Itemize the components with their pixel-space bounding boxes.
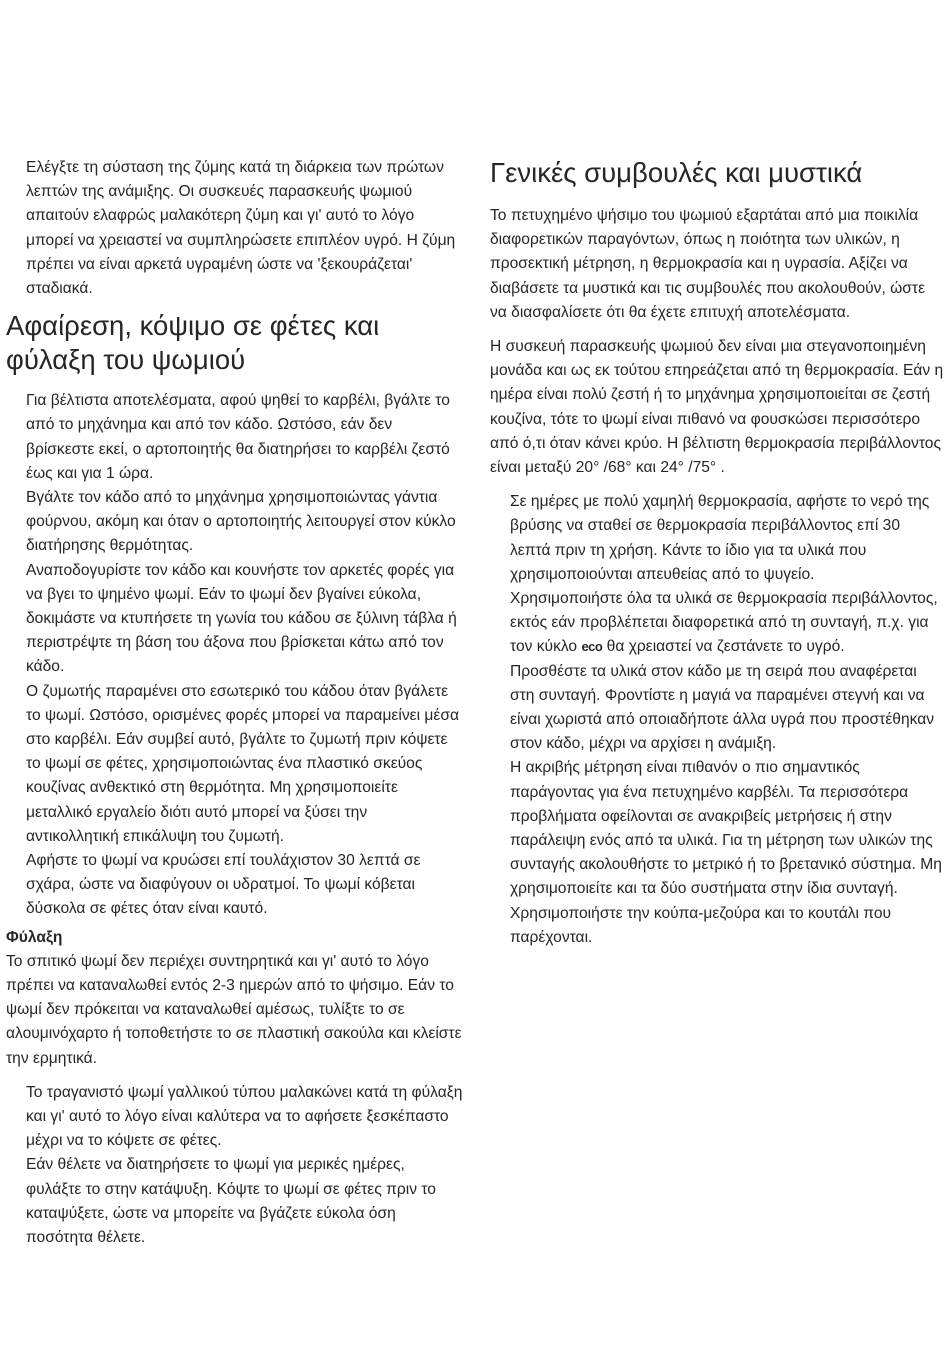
storage-paragraph: Το σπιτικό ψωμί δεν περιέχει συντηρητικά και γι' αυτό το λόγο πρέπει να καταναλωθεί εντός 2-3 ημερών από το ψήσιμο. Εάν το ψωμί δεν πρόκειται να καταναλωθεί αμέσως, τυλίξτε το σε αλουμινόχαρτο ή τοποθετήστε το σε πλαστική σακούλα και κλείστε την ερμητικά. bbox=[6, 952, 462, 1067]
tips-list bbox=[490, 490, 944, 950]
tip-ingredient-order: Προσθέστε τα υλικά στον κάδο με τη σειρά που αναφέρεται στη συνταγή. Φροντίστε η μαγιά να παραμένει στεγνή και να είναι χωριστά από οποιαδήποτε άλλα υγρά που προστέθηκαν στον κάδο, μέχρι να αρχίσει η ανάμιξη. bbox=[510, 662, 935, 753]
eco-cycle-label: eco bbox=[581, 639, 603, 655]
tip-room-temperature-text-end: θα χρειαστεί να ζεστάνετε το υγρό. bbox=[602, 638, 845, 656]
right-column bbox=[490, 156, 944, 950]
left-column bbox=[6, 156, 464, 1250]
removal-paragraph-4: Ο ζυμωτής παραμένει στο εσωτερικό του κάδου όταν βγάλετε το ψωμί. Ωστόσο, ορισμένες φορές μπορεί να παραμείνει μέσα στο καρβέλι. Εάν συμβεί αυτό, βγάλτε το ζυμωτή πριν κόψετε το ψωμί σε φέτες, χρησιμοποιώντας ένα πλαστικό σκεύος κουζίνας ανθεκτικό στη θερμότητα. Μη χρησιμοποιείτε μεταλλικό εργαλείο διότι αυτό μπορεί να ξύσει την αντικολλητική επικάλυψη του ζυμωτή. bbox=[26, 682, 459, 845]
removal-paragraph-1: Για βέλτιστα αποτελέσματα, αφού ψηθεί το καρβέλι, βγάλτε το από το μηχάνημα και από τον κάδο. Ωστόσο, εάν δεν βρίσκεστε εκεί, ο αρτοποιητής θα διατηρήσει το καρβέλι ζεστό έως και για 1 ώρα. bbox=[26, 392, 450, 482]
tip-accurate-measuring: Η ακριβής μέτρηση είναι πιθανόν ο πιο σημαντικός παράγοντας για ένα πετυχημένο καρβέλι. Τα περισσότερα προβλήματα οφείλονται σε ανακριβείς μετρήσεις ή στην παράλειψη ενός από τα υλικά. Για τη μέτρηση των υλικών της συνταγής ακολουθήστε το μετρικό ή το βρετανικό σύστημα. Μη χρησιμοποιείτε και τα δύο συστήματα στην ίδια συνταγή. bbox=[510, 759, 942, 898]
tip-measuring-tools: Χρησιμοποιήστε την κούπα-μεζούρα και το κουτάλι που παρέχονται. bbox=[510, 904, 892, 946]
section-heading-tips: Γενικές συμβουλές και μυστικά bbox=[490, 157, 863, 188]
storage-tip-2: Εάν θέλετε να διατηρήσετε το ψωμί για μερικές ημέρες, φυλάξτε το στην κατάψυξη. Κόψτε το ψωμί σε φέτες πριν το καταψύξετε, ώστε να μπορείτε να βγάζετε εύκολα όση ποσότητα θέλετε. bbox=[26, 1156, 436, 1246]
storage-tip-1: Το τραγανιστό ψωμί γαλλικού τύπου μαλακώνει κατά τη φύλαξη και γι' αυτό το λόγο είναι καλύτερα να το αφήσετε ξεσκέπαστο μέχρι να το κόψετε σε φέτες. bbox=[26, 1083, 463, 1150]
tips-intro-paragraph: Το πετυχημένο ψήσιμο του ψωμιού εξαρτάται από μια ποικιλία διαφορετικών παραγόντων, όπως η ποιότητα των υλικών, η προσεκτική μέτρηση, η θερμοκρασία και η υγρασία. Αξίζει να διαβάσετε τα μυστικά και τις συμβουλές που ακολουθούν, ώστε να διασφαλίσετε ότι θα έχετε επιτυχή αποτελέσματα. bbox=[490, 207, 926, 321]
storage-heading: Φύλαξη bbox=[6, 928, 63, 946]
tip-cold-days: Σε ημέρες με πολύ χαμηλή θερμοκρασία, αφήστε το νερό της βρύσης να σταθεί σε θερμοκρασία περιβάλλοντος επί 30 λεπτά πριν τη χρήση. Κάντε το ίδιο για τα υλικά που χρησιμοποιούνται απευθείας από το ψυγείο. bbox=[510, 493, 930, 583]
tip-room-temperature bbox=[510, 587, 944, 660]
removal-paragraph-2: Βγάλτε τον κάδο από το μηχάνημα χρησιμοποιώντας γάντια φούρνου, ακόμη και όταν ο αρτοποιητής λειτουργεί στον κύκλο διατήρησης θερμότητας. bbox=[26, 489, 456, 555]
section-heading-removal: Αφαίρεση, κόψιμο σε φέτες και φύλαξη του ψωμιού bbox=[6, 310, 380, 376]
temperature-paragraph: Η συσκευή παρασκευής ψωμιού δεν είναι μια στεγανοποιημένη μονάδα και ως εκ τούτου επηρεάζεται από τη θερμοκρασία. Εάν η ημέρα είναι πολύ ζεστή ή το μηχάνημα χρησιμοποιείται σε ζεστή κουζίνα, τότε το ψωμί είναι πιθανό να φουσκώσει περισσότερο από ό,τι όταν κάνει κρύο. Η βέλτιστη θερμοκρασία περιβάλλοντος είναι μεταξύ 20° /68° και 24° /75° . bbox=[490, 338, 944, 477]
removal-paragraph-3: Αναποδογυρίστε τον κάδο και κουνήστε τον αρκετές φορές για να βγει το ψημένο ψωμί. Εάν το ψωμί δεν βγαίνει εύκολα, δοκιμάστε να κτυπήσετε τη γωνία του κάδου σε ξύλινη τάβλα ή περιστρέψτε τη βάση του άξονα που βρίσκεται κάτω από τον κάδο. bbox=[26, 561, 457, 676]
intro-paragraph: Ελέγξτε τη σύσταση της ζύμης κατά τη διάρκεια των πρώτων λεπτών της ανάμιξης. Οι συσκευές παρασκευής ψωμιού απαιτούν ελαφρώς μαλακότερη ζύμη και γι' αυτό το λόγο μπορεί να χρειαστεί να συμπληρώσετε επιπλέον υγρό. Η ζύμη πρέπει να είναι αρκετά υγραμένη ώστε να 'ξεκουράζεται' σταδιακά. bbox=[26, 159, 456, 298]
tip-room-temperature-text: Χρησιμοποιήστε όλα τα υλικά σε θερμοκρασία περιβάλλοντος, εκτός εάν προβλέπεται διαφορετικά από τη συνταγή, π.χ. για τον κύκλο bbox=[510, 590, 938, 656]
removal-paragraph-5: Αφήστε το ψωμί να κρυώσει επί τουλάχιστον 30 λεπτά σε σχάρα, ώστε να διαφύγουν οι υδρατμοί. Το ψωμί κόβεται δύσκολα σε φέτες όταν είναι καυτό. bbox=[26, 852, 421, 918]
